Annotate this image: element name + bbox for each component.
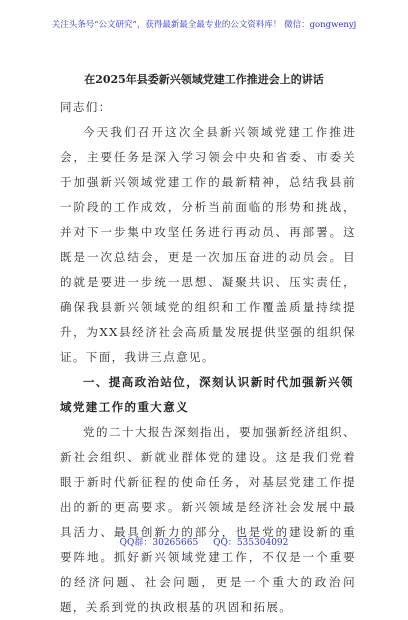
salutation: 同志们： (60, 100, 112, 114)
document-title: 在2025年县委新兴领域党建工作推进会上的讲话 (84, 73, 324, 86)
contact-footer (0, 535, 408, 548)
qq-group: QQ群：30265665 (119, 538, 199, 548)
promo-header: 关注头条号“公文研究”，获得最新最全最专业的公文资料库！ 微信：gongwenyj (51, 20, 357, 30)
section-heading: 一、提高政治站位，深刻认识新时代加强新兴领域党建工作的重大意义 (60, 375, 354, 414)
intro-paragraph: 今天我们召开这次全县新兴领域党建工作推进会，主要任务是深入学习领会中央和省委、市委关于加强新兴领域党建工作的最新精神，总结我县前一阶段的工作成效，分析当前面临的形势和挑战，并对下一步集中攻坚任务进行再动员、再部署。这既是一次总结会，更是一次加压奋进的动员会。目的就是要进一步统一思想、凝聚共识、压实责任，确保我县新兴领域党的组织和工作覆盖质量持续提升，为XX县经济社会高质量发展提供坚强的组织保证。下面，我讲三点意见。 (60, 125, 356, 364)
section-paragraph: 党的二十大报告深刻指出，要加强新经济组织、新社会组织、新就业群体党的建设。这是我们党着眼于新时代新征程的使命任务，对基层党建工作提出的新的更高要求。新兴领域是经济社会发展中最具活力、最具创新力的部分，也是党的建设新的重要阵地。抓好新兴领域党建工作，不仅是一个重要的经济问题、社会问题，更是一个重大的政治问题，关系到党的执政根基的巩固和拓展。 (60, 425, 356, 614)
qq-number: QQ：535304092 (213, 538, 289, 548)
